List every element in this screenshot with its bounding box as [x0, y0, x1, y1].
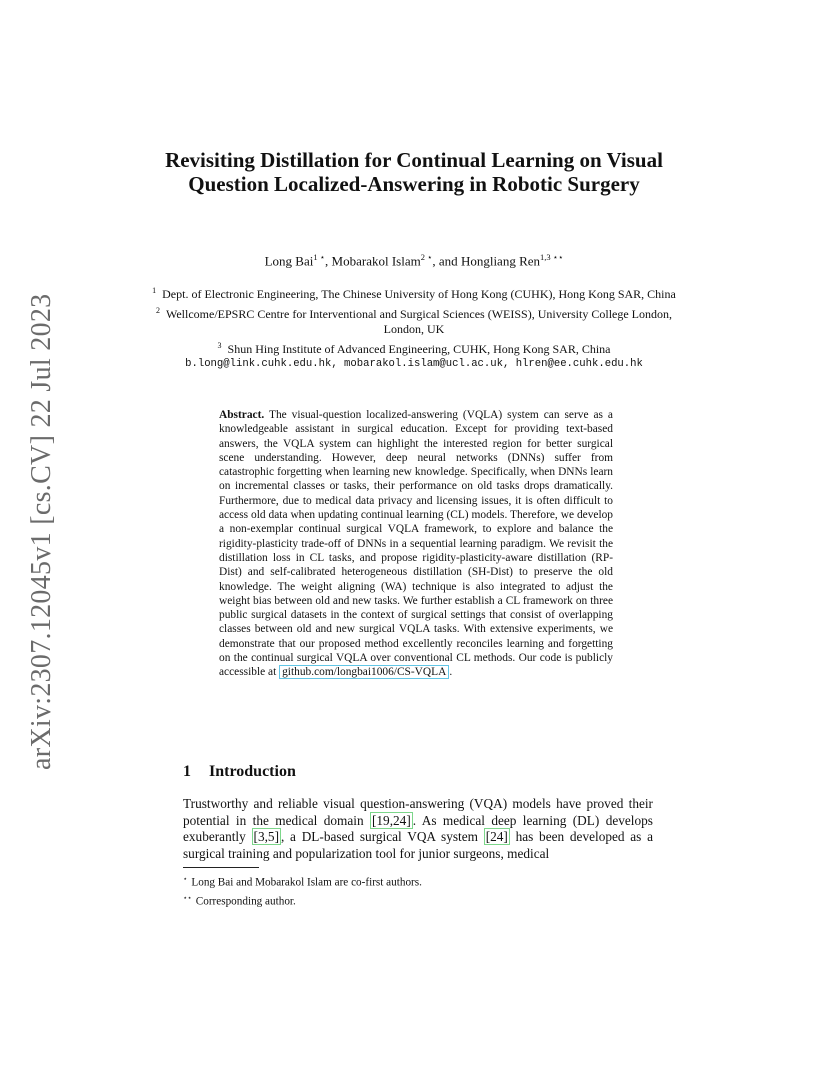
affiliation-number: 3 [217, 340, 222, 350]
intro-paragraph [183, 796, 653, 862]
affiliation-text: Wellcome/EPSRC Centre for Interventional and Surgical Sciences (WEISS), University College London, London, UK [165, 306, 673, 336]
body-text: has been developed as a surgical training and popularization tool for junior surgeons, medical [183, 829, 653, 861]
abstract [219, 408, 613, 680]
abstract-label: Abstract. [219, 409, 265, 421]
author-name: Hongliang Ren [460, 253, 541, 269]
abstract-text: The visual-question localized-answering (VQLA) system can serve as a knowledgeable assistant in surgical education. Except for providing text-based answers, the VQLA system can highlight the interested region for better surgical scene understanding. However, deep neural networks (DNNs) suffer from catastrophic forgetting when learning new knowledge. Specifically, when DNNs learn on incremental classes or tasks, their performance on old tasks drops dramatically. Furthermore, due to medical data privacy and licensing issues, it is often difficult to access old data when updating continual learning (CL) models. Therefore, we develop a non-exemplar continual surgical VQLA framework, to explore and balance the rigidity-plasticity trade-off of DNNs in a sequential learning paradigm. We revisit the distillation loss in CL tasks, and propose rigidity-plasticity-aware distillation (RP-Dist) and self-calibrated heterogeneous distillation (SH-Dist) to preserve the old knowledge. The weight aligning (WA) technique is also integrated to adjust the weight bias between old and new tasks. We further establish a CL framework on three public surgical datasets in the context of surgical settings that consist of overlapping classes between old and new surgical VQLA tasks. With extensive experiments, we demonstrate that our proposed method excellently reconciles learning and forgetting on the continual surgical VQLA over conventional CL methods. Our code is publicly accessible at [219, 409, 613, 679]
section-number: 1 [183, 763, 191, 780]
body-text: . As medical deep learning (DL) develops exuberantly [183, 812, 653, 844]
author-name: Mobarakol Islam [331, 253, 421, 269]
abstract-end: . [449, 666, 453, 679]
footnote-text: Corresponding author. [195, 895, 296, 908]
author-separator: , and [432, 253, 461, 269]
footnote-rule [183, 867, 259, 868]
footnote-mark: ⋆ [183, 875, 188, 883]
author-separator: , [325, 253, 332, 269]
affiliation-text: Dept. of Electronic Engineering, The Chinese University of Hong Kong (CUHK), Hong Kong SAR, China [162, 287, 676, 301]
citation-link[interactable]: [19,24] [371, 812, 411, 828]
paper-title: Revisiting Distillation for Continual Learning on Visual Question Localized-Answering in Robotic Surgery [165, 148, 663, 196]
citation-link[interactable]: [3,5] [253, 829, 279, 844]
footnote-text: Long Bai and Mobarakol Islam are co-first authors. [191, 876, 422, 889]
code-link[interactable]: github.com/longbai1006/CS-VQLA [279, 665, 449, 679]
body-text: , a DL-based surgical VQA system [281, 829, 484, 844]
affiliation-text: Shun Hing Institute of Advanced Engineering, CUHK, Hong Kong SAR, China [227, 341, 611, 356]
author-affil-mark: 1,3 ⋆⋆ [540, 252, 564, 262]
footnote [183, 872, 422, 891]
footnote-mark: ⋆⋆ [183, 893, 192, 902]
affiliation-number: 1 [152, 286, 157, 295]
author-affil-mark: 2 ⋆ [420, 252, 433, 262]
author-name: Long Bai [264, 253, 314, 269]
body-text: Trustworthy and reliable visual question-answering (VQA) models have proved their potential in the medical domain [183, 796, 653, 828]
author-emails: b.long@link.cuhk.edu.hk, mobarakol.islam@ucl.ac.uk, hlren@ee.cuhk.edu.hk [185, 358, 643, 370]
citation-link[interactable]: [24] [485, 829, 508, 844]
section-heading [183, 763, 296, 781]
affiliation [150, 283, 678, 303]
arxiv-stamp: arXiv:2307.12045v1 [cs.CV] 22 Jul 2023 [26, 293, 57, 770]
author-list [150, 252, 678, 269]
section-title: Introduction [209, 763, 296, 780]
affiliation [150, 338, 678, 358]
affiliation [150, 303, 678, 338]
footnote [183, 891, 422, 910]
affiliations [150, 283, 678, 373]
footnotes [183, 872, 422, 909]
author-affil-mark: 1 ⋆ [313, 252, 326, 262]
affiliation-number: 2 [155, 305, 160, 315]
